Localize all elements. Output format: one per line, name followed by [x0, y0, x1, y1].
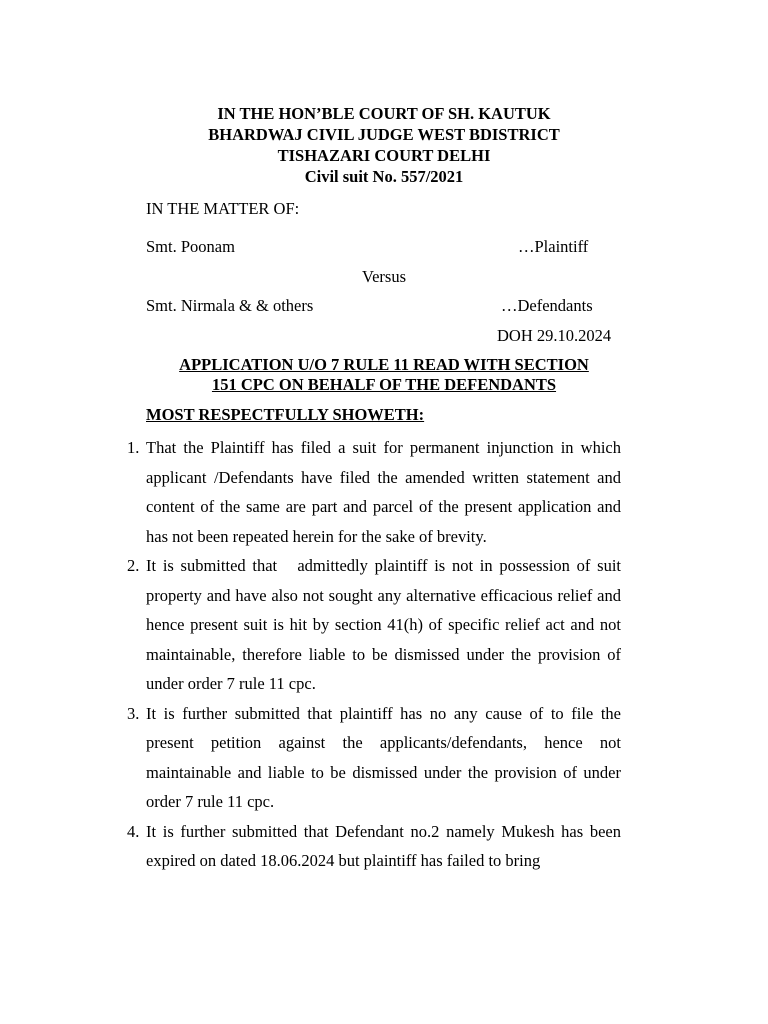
- defendant-label: …Defendants: [501, 296, 593, 315]
- paragraph-list: [127, 433, 621, 876]
- list-item-text: It is further submitted that Defendant no.2 namely Mukesh has been expired on dated 18.06.2024 but plaintiff has failed to bring: [146, 821, 621, 870]
- list-item: [127, 699, 621, 817]
- list-item-number: 3.: [127, 703, 140, 723]
- plaintiff-label: …Plaintiff: [518, 237, 589, 256]
- list-item: [127, 551, 621, 699]
- plaintiff-name: Smt. Poonam: [146, 237, 235, 256]
- showeth-heading: MOST RESPECTFULLY SHOWETH:: [146, 405, 425, 424]
- list-item: [127, 433, 621, 551]
- list-item-text: It is submitted that admittedly plaintiff is not in possession of suit property and have also not sought any alternative efficacious relief and hence present suit is hit by section 41(h) of specific relief act and not maintainable, therefore liable to be dismissed under the provision of under order 7 rule 11 cpc.: [146, 556, 621, 693]
- matter-of-label: IN THE MATTER OF:: [146, 199, 300, 218]
- list-item-number: 2.: [127, 556, 140, 575]
- defendant-name: Smt. Nirmala & & others: [146, 296, 314, 315]
- list-item-text: It is further submitted that plaintiff has no any cause of to file the present petition against the applicants/defendants, hence not maintainable and liable to be dismissed under the provision of under order 7 rule 11 cpc.: [146, 703, 621, 811]
- court-heading-line-2: BHARDWAJ CIVIL JUDGE WEST BDISTRICT: [208, 125, 560, 144]
- date-of-hearing: DOH 29.10.2024: [497, 326, 612, 345]
- list-item-text: That the Plaintiff has filed a suit for permanent injunction in which applicant /Defendants have filed the amended written statement and content of the same are part and parcel of the present application and has not been repeated herein for the sake of brevity.: [146, 438, 621, 546]
- list-item: [127, 817, 621, 876]
- application-title: [100, 355, 668, 395]
- application-title-line-2: 151 CPC ON BEHALF OF THE DEFENDANTS: [211, 375, 557, 394]
- suit-number: Civil suit No. 557/2021: [304, 167, 464, 186]
- versus-label: Versus: [362, 267, 406, 286]
- list-item-number: 4.: [127, 821, 140, 841]
- list-item-number: 1.: [127, 438, 140, 457]
- application-title-line-1: APPLICATION U/O 7 RULE 11 READ WITH SECTION: [179, 355, 589, 374]
- court-heading-line-1: IN THE HON’BLE COURT OF SH. KAUTUK: [217, 104, 551, 123]
- court-heading: [100, 103, 668, 187]
- court-heading-line-3: TISHAZARI COURT DELHI: [277, 146, 491, 165]
